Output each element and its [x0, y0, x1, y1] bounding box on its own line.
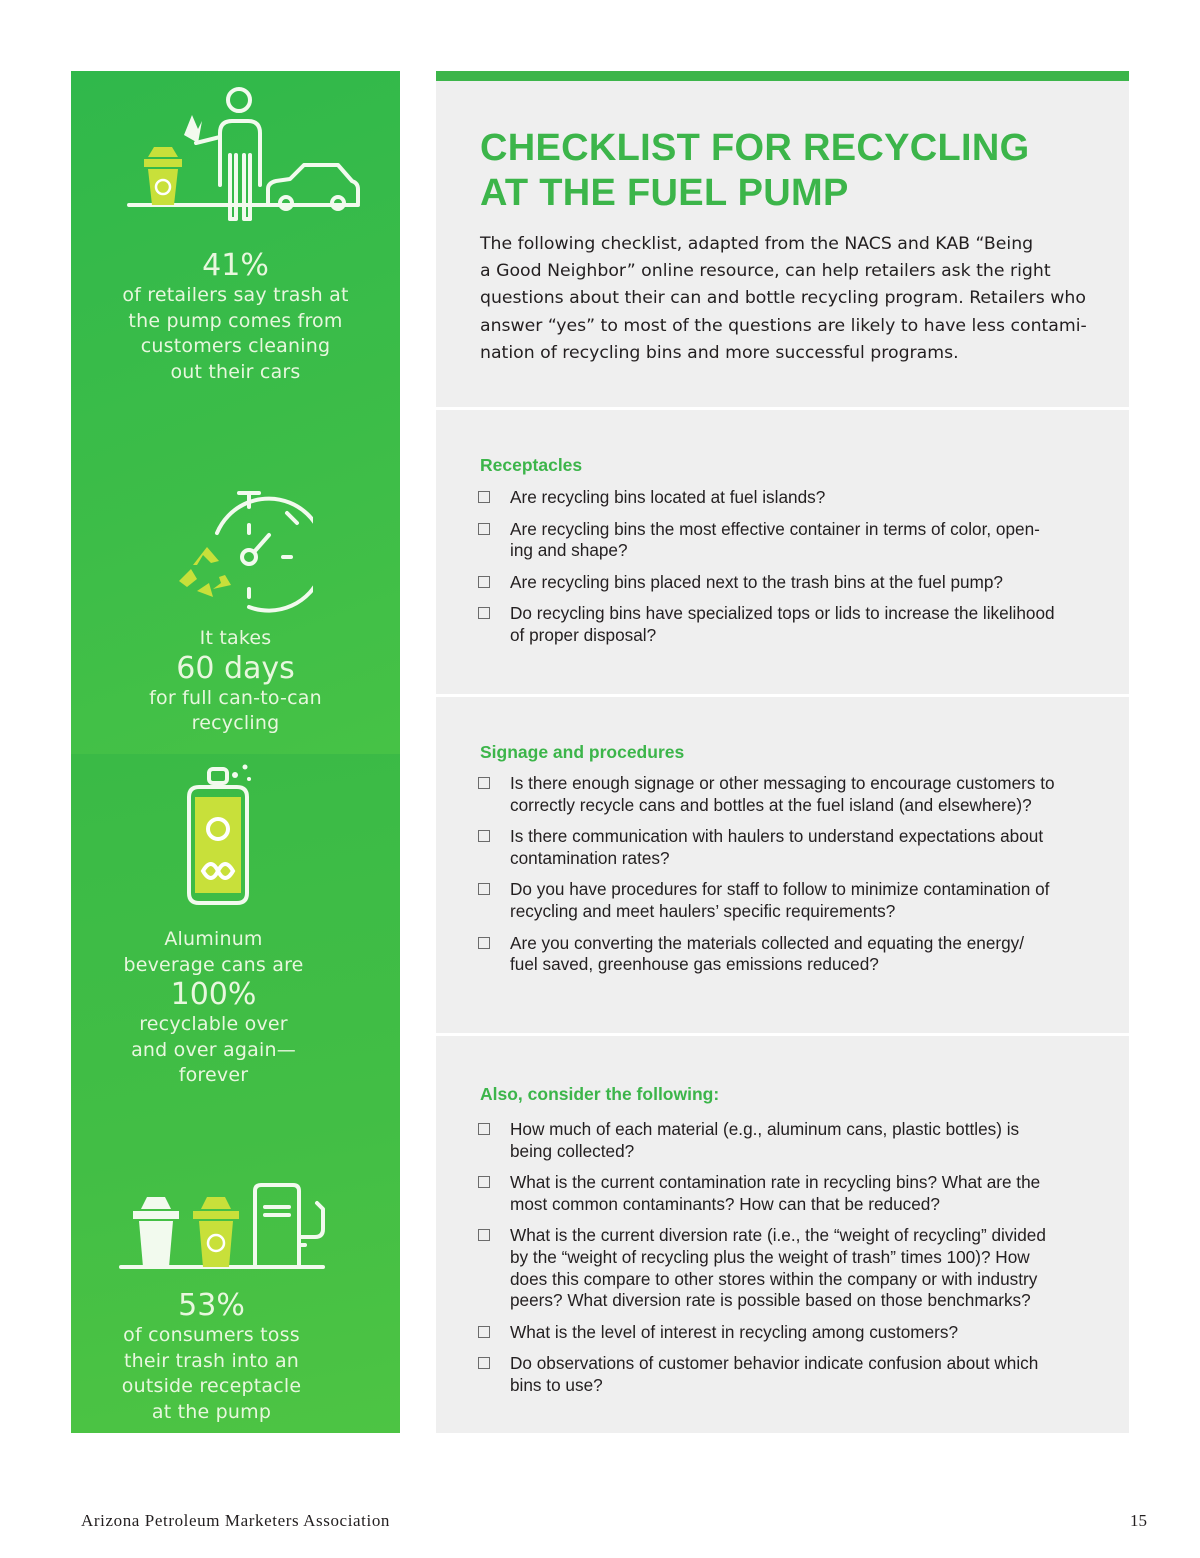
item-line: contamination rates? [510, 847, 670, 868]
stat-text-line: forever [178, 1064, 249, 1086]
checklist-item[interactable] [478, 519, 1098, 562]
checkbox[interactable] [478, 777, 490, 789]
page-number: 15 [1130, 1511, 1147, 1530]
stopwatch-recycle-icon [173, 485, 313, 615]
item-line: Do you have procedures for staff to follow to minimize contamination of [510, 879, 1050, 900]
item-line: of proper disposal? [510, 624, 657, 645]
stat-text-line: recyclable over [139, 1013, 288, 1035]
item-line: What is the current diversion rate (i.e., the “weight of recycling” divided [510, 1225, 1046, 1246]
stat-text-line: out their cars [170, 360, 301, 383]
person-recycling-icon [126, 85, 366, 225]
checklist-item[interactable] [478, 1353, 1098, 1396]
checklist-item[interactable] [478, 1225, 1098, 1311]
checklist-item[interactable] [478, 933, 1098, 976]
item-line: What is the level of interest in recycling among customers? [510, 1321, 959, 1342]
stat-value: 100% [170, 977, 257, 1012]
item-text [510, 487, 1098, 509]
item-text [510, 572, 1098, 594]
checkbox[interactable] [478, 830, 490, 842]
item-text [510, 773, 1098, 816]
item-text [510, 603, 1098, 646]
stat-pre-text: It takes [199, 627, 272, 649]
section-heading-receptacles: Receptacles [480, 455, 583, 475]
item-line: Are recycling bins the most effective container in terms of color, open- [510, 518, 1040, 539]
item-line: What is the current contamination rate in recycling bins? What are the [510, 1172, 1041, 1193]
stat-pre-text: beverage cans are [123, 953, 304, 976]
item-line: How much of each material (e.g., aluminum cans, plastic bottles) is [510, 1119, 1020, 1139]
item-text [510, 1353, 1098, 1396]
signage-checklist [478, 773, 1098, 986]
intro-line: The following checklist, adapted from the NACS and KAB “Being [480, 234, 1034, 254]
item-line: recycling and meet haulers’ specific requirements? [510, 900, 896, 921]
stat-text-line: customers cleaning [140, 335, 331, 357]
footer-organization: Arizona Petroleum Marketers Association [81, 1511, 391, 1530]
checklist-item[interactable] [478, 826, 1098, 869]
checkbox[interactable] [478, 491, 490, 503]
stat-value: 53% [178, 1288, 245, 1323]
item-line: correctly recycle cans and bottles at the fuel island (and elsewhere)? [510, 794, 1032, 815]
intro-line: nation of recycling bins and more successful programs. [480, 342, 959, 363]
section-heading-signage: Signage and procedures [480, 742, 685, 762]
item-text [510, 933, 1098, 976]
receptacles-checklist [478, 487, 1098, 657]
item-line: Do recycling bins have specialized tops or lids to increase the likelihood [510, 603, 1055, 624]
checkbox[interactable] [478, 576, 490, 588]
item-text [510, 1119, 1098, 1162]
item-text [510, 879, 1098, 922]
checklist-item[interactable] [478, 572, 1098, 594]
intro-line: questions about their can and bottle recycling program. Retailers who [480, 288, 1086, 309]
checkbox[interactable] [478, 1326, 490, 1338]
stat-text-line: and over again— [131, 1038, 296, 1061]
item-line: Do observations of customer behavior indicate confusion about which [510, 1353, 1039, 1374]
checkbox[interactable] [478, 1176, 490, 1188]
stat-text-line: recycling [191, 712, 280, 734]
checklist-item[interactable] [478, 487, 1098, 509]
stat-53-percent [71, 1289, 376, 1425]
accent-top-bar [436, 71, 1129, 81]
item-text [510, 519, 1098, 562]
stat-41-percent [71, 249, 400, 385]
item-line: Are you converting the materials collected and equating the energy/ [510, 932, 1025, 953]
item-line: Is there enough signage or other messaging to encourage customers to [510, 773, 1055, 793]
item-text [510, 1172, 1098, 1215]
item-line: Are recycling bins located at fuel islands? [510, 487, 826, 507]
item-line: most common contaminants? How can that be reduced? [510, 1193, 940, 1214]
stat-100-percent [71, 927, 378, 1089]
checklist-item[interactable] [478, 879, 1098, 922]
checkbox[interactable] [478, 1357, 490, 1369]
item-text [510, 1322, 1098, 1344]
infographic-sidebar [71, 71, 400, 1433]
stat-text-line: of retailers say trash at [122, 284, 349, 306]
item-line: by the “weight of recycling plus the weight of trash” times 100)? How [510, 1246, 1030, 1267]
checkbox[interactable] [478, 1229, 490, 1241]
checkbox[interactable] [478, 883, 490, 895]
item-line: Is there communication with haulers to understand expectations about [510, 826, 1044, 847]
title-line: CHECKLIST FOR RECYCLING [480, 127, 1030, 169]
checkbox[interactable] [478, 523, 490, 535]
bins-and-fuel-pump-icon [119, 1181, 339, 1271]
intro-line: a Good Neighbor” online resource, can help retailers ask the right [480, 261, 1051, 282]
stat-value: 41% [202, 248, 269, 283]
checkbox[interactable] [478, 1123, 490, 1135]
checklist-item[interactable] [478, 1172, 1098, 1215]
checklist-item[interactable] [478, 773, 1098, 816]
title-line: AT THE FUEL PUMP [480, 172, 849, 214]
stat-text-line: their trash into an [123, 1349, 300, 1372]
stat-text-line: at the pump [151, 1400, 272, 1423]
page-title [480, 126, 1100, 216]
item-line: fuel saved, greenhouse gas emissions reduced? [510, 954, 879, 975]
stat-text-line: of consumers toss [123, 1324, 300, 1346]
item-line: ing and shape? [510, 540, 628, 561]
item-line: peers? What diversion rate is possible based on those benchmarks? [510, 1290, 1031, 1311]
section-heading-also-consider: Also, consider the following: [480, 1084, 720, 1104]
stat-pre-text: Aluminum [164, 928, 263, 950]
item-text [510, 826, 1098, 869]
stat-60-days [71, 626, 400, 737]
item-line: Are recycling bins placed next to the trash bins at the fuel pump? [510, 571, 1003, 592]
checklist-item[interactable] [478, 1322, 1098, 1344]
checklist-item[interactable] [478, 603, 1098, 646]
item-line: being collected? [510, 1140, 635, 1161]
stat-value: 60 days [176, 650, 295, 686]
intro-line: answer “yes” to most of the questions are likely to have less contami- [480, 315, 1087, 336]
item-text [510, 1225, 1098, 1311]
stat-text-line: the pump comes from [128, 309, 343, 332]
item-line: bins to use? [510, 1374, 603, 1395]
item-line: does this compare to other stores within the company or with industry [510, 1268, 1038, 1289]
checkbox[interactable] [478, 937, 490, 949]
stat-text-line: for full can-to-can [149, 686, 322, 709]
intro-paragraph [480, 231, 1100, 367]
checklist-item[interactable] [478, 1119, 1098, 1162]
stat-text-line: outside receptacle [121, 1375, 302, 1397]
checkbox[interactable] [478, 607, 490, 619]
aluminum-can-icon [181, 761, 261, 911]
also-consider-checklist [478, 1119, 1098, 1407]
